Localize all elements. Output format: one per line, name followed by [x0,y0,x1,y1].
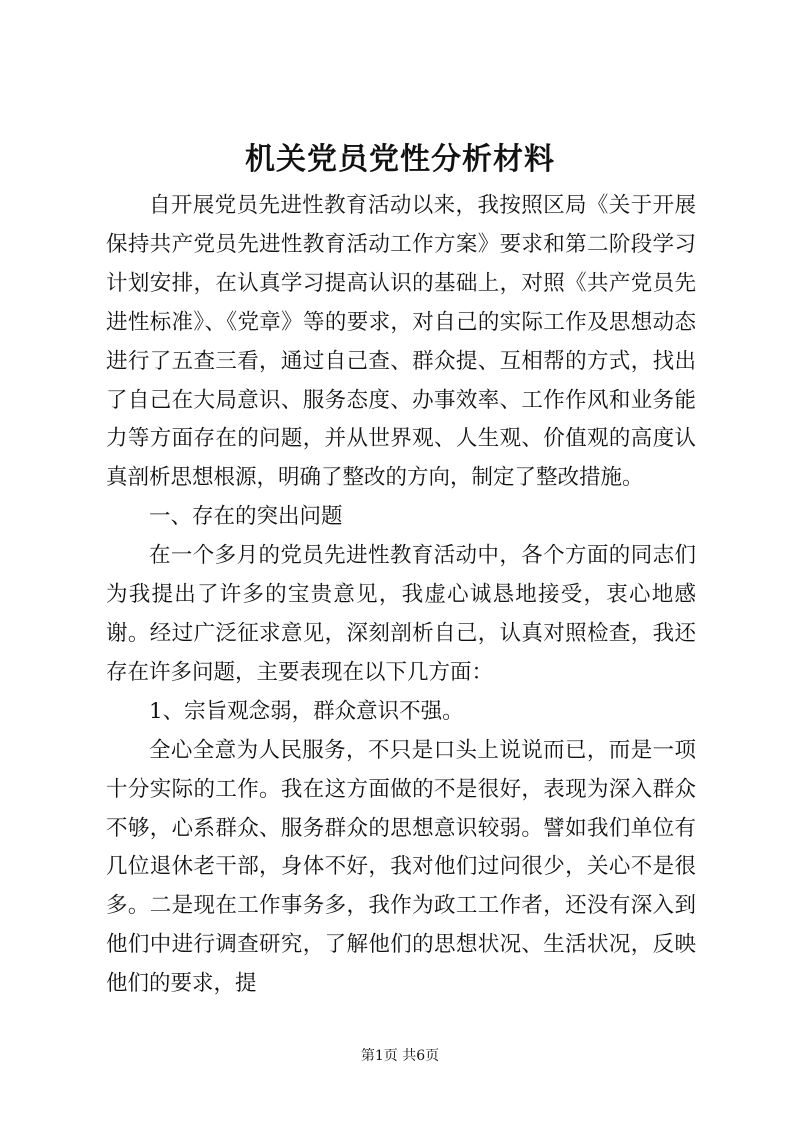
document-title: 机关党员党性分析材料 [245,142,555,177]
section-heading-problems: 一、存在的突出问题 [149,504,343,530]
paragraph-intro: 自开展党员先进性教育活动以来，我按照区局《关于开展保持共产党员先进性教育活动工作方案》要求和第二阶段学习计划安排，在认真学习提高认识的基础上，对照《共产党员先进性标准》、《党章》等的要求，对自己的实际工作及思想动态进行了五查三看，通过自己查、群众提、互相帮的方式，找出了自己在大局意识、服务态度、办事效率、工作作风和业务能力等方面存在的问题，并从世界观、人生观、价值观的高度认真剖析思想根源，明确了整改的方向，制定了整改措施。 [106,193,696,491]
subheading-item-1: 1、宗旨观念弱，群众意识不强。 [149,698,464,724]
document-body [106,187,696,1004]
paragraph-problems-overview: 在一个多月的党员先进性教育活动中，各个方面的同志们为我提出了许多的宝贵意见，我虚心诚恳地接受，衷心地感谢。经过广泛征求意见，深刻剖析自己，认真对照检查，我还存在许多问题，主要表现在以下几方面： [106,543,696,685]
paragraph-item-1-detail: 全心全意为人民服务，不只是口头上说说而已，而是一项十分实际的工作。我在这方面做的不是很好，表现为深入群众不够，心系群众、服务群众的思想意识较弱。譬如我们单位有几位退休老干部，身体不好，我对他们过问很少，关心不是很多。二是现在工作事务多，我作为政工工作者，还没有深入到他们中进行调查研究，了解他们的思想状况、生活状况，反映他们的要求，提 [106,737,696,997]
page-footer: 第1页 共6页 [360,1048,440,1064]
